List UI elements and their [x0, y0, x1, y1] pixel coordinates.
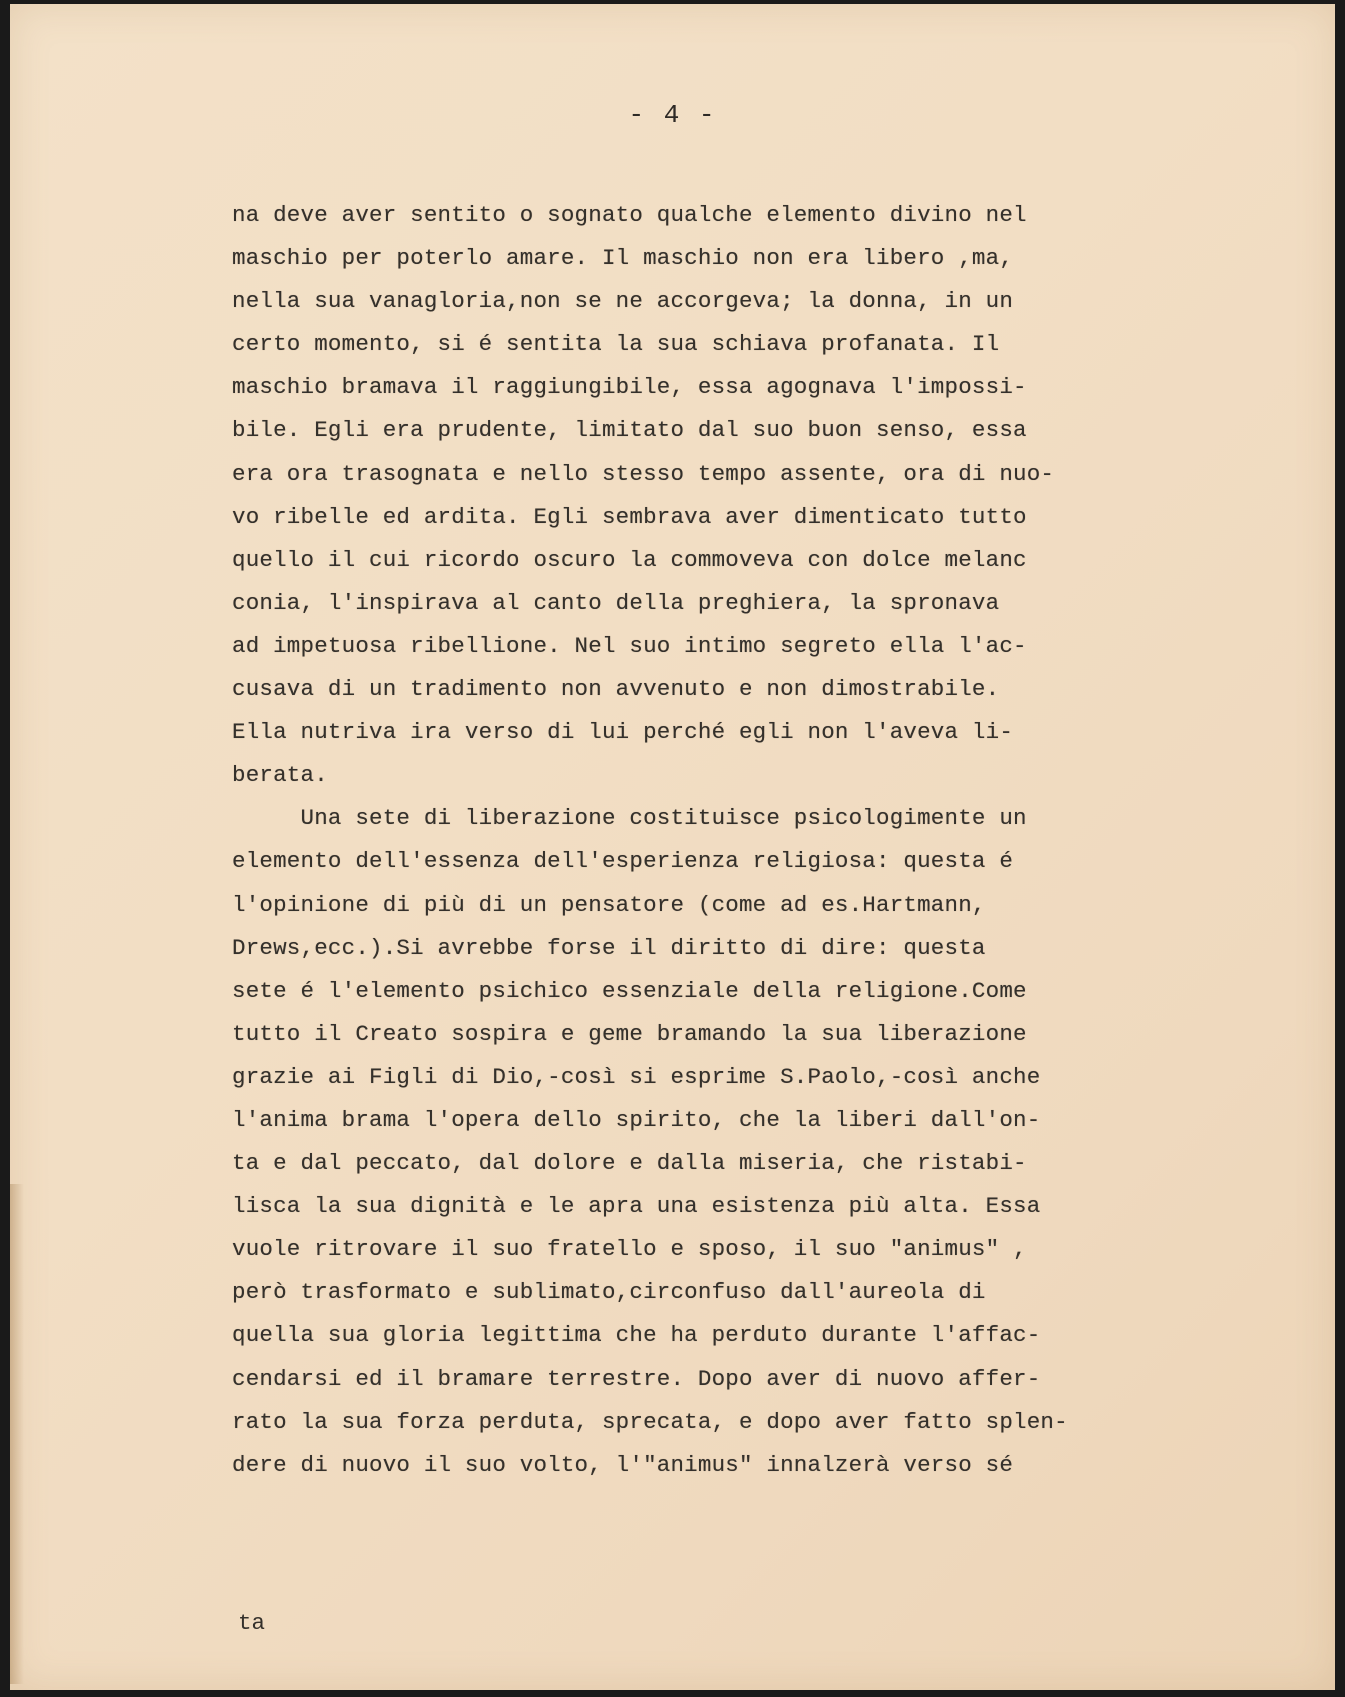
text-line: tutto il Creato sospira e geme bramando la sua liberazione	[232, 1020, 1027, 1047]
text-line: dere di nuovo il suo volto, l'"animus" innalzerà verso sé	[232, 1451, 1014, 1478]
text-line: elemento dell'essenza dell'esperienza religiosa: questa é	[232, 848, 1014, 875]
document-page	[10, 4, 1335, 1690]
text-line: conia, l'inspirava al canto della preghiera, la spronava	[232, 589, 1000, 616]
text-line: lisca la sua dignità e le apra una esistenza più alta. Essa	[232, 1193, 1041, 1220]
text-line: Drews,ecc.).Si avrebbe forse il diritto di dire: questa	[232, 934, 986, 961]
text-line: l'anima brama l'opera dello spirito, che la liberi dall'on-	[232, 1106, 1041, 1133]
text-line: grazie ai Figli di Dio,-così si esprime S.Paolo,-così anche	[232, 1063, 1041, 1090]
text-line: l'opinione di più di un pensatore (come ad es.Hartmann,	[232, 891, 986, 918]
text-line: maschio bramava il raggiungibile, essa agognava l'impossi-	[232, 374, 1027, 401]
page-number: - 4 -	[628, 100, 717, 130]
text-line: cendarsi ed il bramare terrestre. Dopo aver di nuovo affer-	[232, 1365, 1041, 1392]
text-line: bile. Egli era prudente, limitato dal suo buon senso, essa	[232, 417, 1027, 444]
text-line: certo momento, si é sentita la sua schiava profanata. Il	[232, 331, 1000, 358]
text-line: sete é l'elemento psichico essenziale della religione.Come	[232, 977, 1027, 1004]
text-line: quello il cui ricordo oscuro la commoveva con dolce melanc	[232, 546, 1027, 573]
text-line: cusava di un tradimento non avvenuto e non dimostrabile.	[232, 676, 1000, 703]
text-line: ta e dal peccato, dal dolore e dalla miseria, che ristabi-	[232, 1150, 1027, 1177]
text-line: nella sua vanagloria,non se ne accorgeva; la donna, in un	[232, 288, 1014, 315]
text-line: Una sete di liberazione costituisce psicologimente un	[232, 805, 1027, 832]
body-text	[232, 194, 1322, 1487]
text-line: rato la sua forza perduta, sprecata, e dopo aver fatto splen-	[232, 1408, 1068, 1435]
text-line: berata.	[232, 762, 328, 789]
text-line: Ella nutriva ira verso di lui perché egli non l'aveva li-	[232, 719, 1014, 746]
text-line: però trasformato e sublimato,circonfuso dall'aureola di	[232, 1279, 986, 1306]
text-line: era ora trasognata e nello stesso tempo assente, ora di nuo-	[232, 460, 1055, 487]
catchword: ta	[238, 1610, 266, 1636]
text-line: quella sua gloria legittima che ha perduto durante l'affac-	[232, 1322, 1041, 1349]
text-line: vuole ritrovare il suo fratello e sposo, il suo "animus" ,	[232, 1236, 1027, 1263]
text-line: maschio per poterlo amare. Il maschio non era libero ,ma,	[232, 245, 1014, 272]
text-line: vo ribelle ed ardita. Egli sembrava aver dimenticato tutto	[232, 503, 1027, 530]
text-line: na deve aver sentito o sognato qualche elemento divino nel	[232, 202, 1027, 228]
text-line: ad impetuosa ribellione. Nel suo intimo segreto ella l'ac-	[232, 632, 1027, 659]
